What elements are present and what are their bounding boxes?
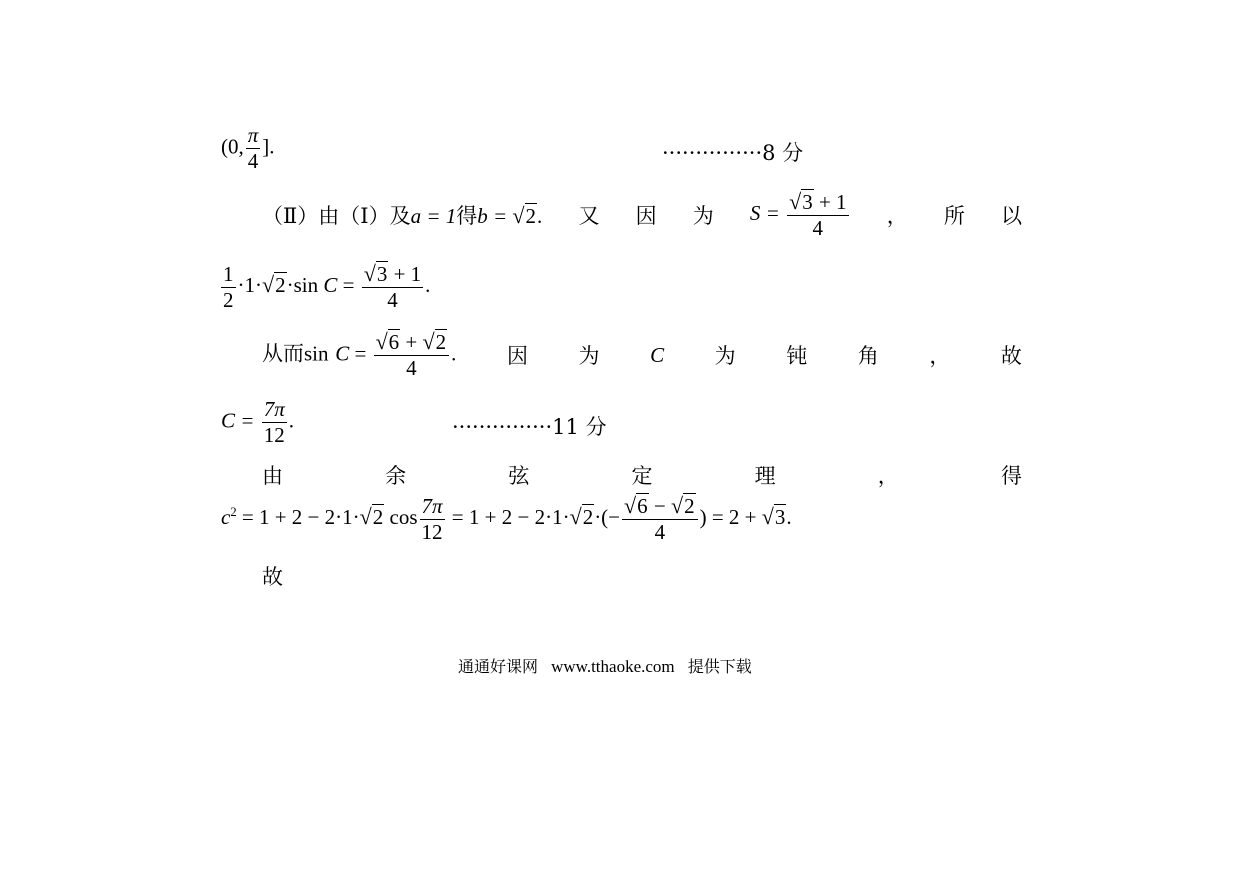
score-text: 8 分 xyxy=(762,141,804,165)
footer xyxy=(458,654,752,677)
footer-download-text: 提供下载 xyxy=(687,657,752,676)
frac-denominator: 12 xyxy=(421,519,443,544)
rhs-fraction xyxy=(362,262,423,312)
var-c: C xyxy=(650,342,665,367)
word-yu: 余 xyxy=(385,464,407,488)
word-li: 理 xyxy=(754,464,776,488)
word-gu: 故 xyxy=(1000,344,1022,369)
frac-numerator: 7π xyxy=(420,495,445,520)
var-c: C xyxy=(323,272,338,297)
fraction-pi-over-4 xyxy=(246,124,261,173)
sin-c-numerator: √6 + √2 xyxy=(374,330,450,356)
line-c-value xyxy=(221,398,294,447)
sqrt-two: √2 xyxy=(262,271,286,297)
sin-fn: ·sin xyxy=(286,272,319,297)
seven-pi-over-twelve xyxy=(262,398,287,447)
area-lhs: S = xyxy=(749,200,786,225)
line-sin-c xyxy=(262,330,1022,380)
part-label: （Ⅱ）由（Ⅰ）及 xyxy=(262,204,411,229)
cos-fn: cos xyxy=(384,504,418,529)
half-denominator: 2 xyxy=(223,287,234,312)
lead-text: 从而 xyxy=(262,341,304,366)
cos-value-denominator: 4 xyxy=(654,520,666,545)
word-yi: 以 xyxy=(1001,204,1022,229)
score-11 xyxy=(452,411,607,441)
period: . xyxy=(425,272,431,297)
exponent: 2 xyxy=(230,504,237,519)
de-char: 得 xyxy=(456,204,478,229)
word-jiao: 角 xyxy=(857,344,879,369)
product-part: ·1· xyxy=(237,272,262,297)
part-two-lead xyxy=(262,200,542,230)
frac-numerator: 7π xyxy=(262,398,287,423)
seven-pi-over-twelve xyxy=(420,495,445,544)
period: . xyxy=(786,504,792,529)
comma: ， xyxy=(886,204,908,229)
half-numerator: 1 xyxy=(221,263,236,288)
word-you: 由 xyxy=(262,464,283,488)
area-denominator: 4 xyxy=(812,216,824,241)
period: . xyxy=(288,408,294,433)
area-fraction xyxy=(787,190,848,240)
word-dun: 钝 xyxy=(786,344,808,369)
sin-c-denominator: 4 xyxy=(406,356,417,381)
score-8 xyxy=(662,137,803,167)
word-you: 又 xyxy=(578,204,600,229)
area-numerator: √3 + 1 xyxy=(787,190,848,216)
fraction-numerator: π xyxy=(246,124,261,149)
var-c: C xyxy=(335,341,350,366)
interval-open: (0, xyxy=(221,134,244,159)
sin-c-fraction xyxy=(374,330,450,380)
condition-b: b = xyxy=(477,204,513,229)
comma: ， xyxy=(877,464,899,488)
equals: = xyxy=(349,341,372,366)
interval-close: ]. xyxy=(262,134,275,159)
expr-part-2: = 1 + 2 − 2·1· xyxy=(446,504,570,529)
word-yin: 因 xyxy=(635,204,657,229)
line-cosine-rule xyxy=(262,460,1022,490)
word-yin: 因 xyxy=(506,344,528,369)
score-text: 11 分 xyxy=(552,415,607,439)
word-wei: 为 xyxy=(578,344,600,369)
word-suo: 所 xyxy=(943,204,965,229)
comma: ， xyxy=(929,344,951,369)
sin-c-expression xyxy=(262,330,456,380)
condition-a: a = 1 xyxy=(410,204,457,229)
score-dots: ··············· xyxy=(452,415,553,439)
word-gu: 故 xyxy=(262,565,283,589)
expr-part-4: ) = 2 + xyxy=(699,504,762,529)
equals: = xyxy=(337,272,360,297)
sqrt-two: √2 xyxy=(569,503,594,529)
sqrt-two: √2 xyxy=(512,203,537,229)
fraction-denominator: 4 xyxy=(247,149,259,174)
expr-part-1: = 1 + 2 − 2·1· xyxy=(236,504,360,529)
var-c: c xyxy=(221,504,231,529)
word-wei-2: 为 xyxy=(714,344,736,369)
sin-fn: sin xyxy=(304,341,329,366)
word-xian: 弦 xyxy=(508,464,530,488)
line-part-two xyxy=(262,190,1022,240)
footer-url[interactable]: www.tthaoke.com xyxy=(551,657,675,676)
period: . xyxy=(537,204,543,229)
expr-part-3: ·(− xyxy=(594,504,621,529)
footer-site-name: 通通好课网 xyxy=(458,657,539,676)
line-c-squared xyxy=(221,494,792,544)
word-de: 得 xyxy=(1000,464,1022,488)
cos-value-numerator: √6 − √2 xyxy=(622,494,698,520)
rhs-numerator: √3 + 1 xyxy=(362,262,423,288)
cos-value-fraction xyxy=(622,494,698,544)
line-gu xyxy=(262,561,283,591)
line-area-equation xyxy=(219,262,430,312)
line-interval xyxy=(221,124,275,173)
word-ding: 定 xyxy=(631,464,653,488)
c-lhs: C = xyxy=(221,408,260,433)
word-wei: 为 xyxy=(692,204,714,229)
score-dots: ··············· xyxy=(662,141,763,165)
fraction-half xyxy=(221,263,236,312)
period: . xyxy=(451,341,457,366)
area-expression xyxy=(750,190,851,240)
sqrt-two: √2 xyxy=(359,503,384,529)
rhs-denominator: 4 xyxy=(387,288,398,313)
frac-denominator: 12 xyxy=(263,423,285,448)
sqrt-three: √3 xyxy=(761,503,786,529)
